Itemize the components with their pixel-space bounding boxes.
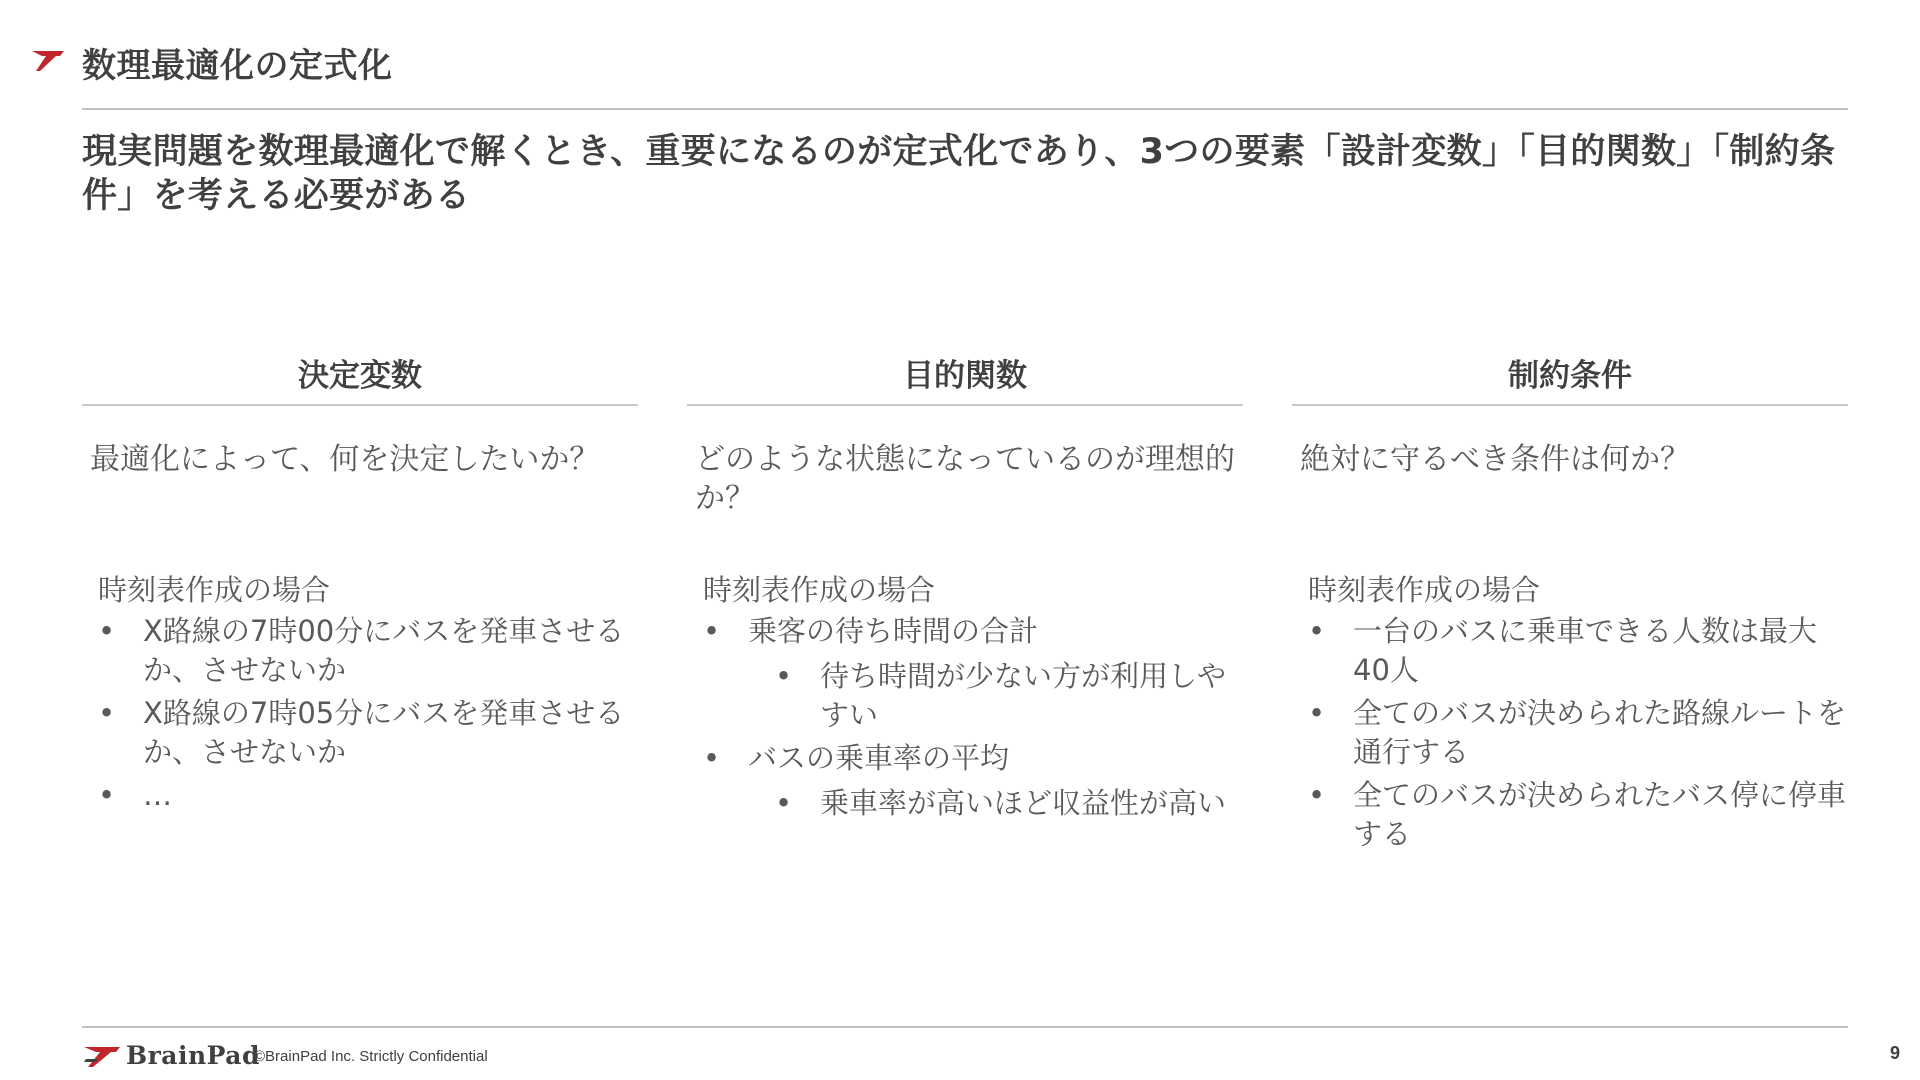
bullet-list [1292, 612, 1848, 854]
case-label: 時刻表作成の場合 [703, 573, 936, 607]
sub-list-item [775, 784, 1243, 823]
list-item [1308, 776, 1848, 854]
title-divider [82, 108, 1848, 110]
list-item [98, 776, 638, 815]
column-divider [687, 404, 1243, 406]
list-item [1308, 694, 1848, 772]
list-item-text: X路線の7時00分にバスを発車させるか、させないか [143, 614, 625, 687]
bullet-list [82, 612, 638, 815]
column-divider [1292, 404, 1848, 406]
copyright-notice: ©BrainPad Inc. Strictly Confidential [254, 1048, 488, 1065]
list-item-text: 全てのバスが決められたバス停に停車する [1353, 778, 1847, 851]
list-item [98, 694, 638, 772]
sub-bullet-list [748, 784, 1243, 823]
list-item-text: 一台のバスに乗車できる人数は最大40人 [1353, 614, 1818, 687]
bullet-icon: • [98, 778, 116, 812]
column-heading: 決定変数 [298, 358, 422, 394]
slide-title: 数理最適化の定式化 [82, 46, 393, 86]
column-question: どのような状態になっているのが理想的か？ [695, 442, 1235, 516]
case-label: 時刻表作成の場合 [1308, 573, 1541, 607]
brand-mark-icon [82, 1041, 122, 1069]
bullet-icon: • [98, 614, 116, 648]
column-constraints [1292, 348, 1848, 858]
brand-mark-icon [30, 47, 66, 73]
bullet-list [687, 612, 1243, 823]
bullet-icon: • [703, 741, 721, 775]
bullet-icon: • [775, 659, 793, 693]
column-decision-variables [82, 348, 638, 819]
list-item-text: … [143, 778, 172, 812]
sub-bullet-list [748, 657, 1243, 735]
sub-list-item-text: 待ち時間が少ない方が利用しやすい [820, 659, 1227, 732]
column-question: 絶対に守るべき条件は何か？ [1300, 442, 1690, 477]
sub-list-item-text: 乗車率が高いほど収益性が高い [820, 786, 1227, 820]
brainpad-logo [82, 1040, 260, 1070]
list-item-text: バスの乗車率の平均 [748, 741, 1010, 775]
list-item-text: 全てのバスが決められた路線ルートを通行する [1353, 696, 1847, 769]
bullet-icon: • [1308, 778, 1326, 812]
list-item-text: 乗客の待ち時間の合計 [748, 614, 1039, 648]
list-item [703, 612, 1243, 735]
case-label: 時刻表作成の場合 [98, 573, 331, 607]
bullet-icon: • [1308, 614, 1326, 648]
list-item-text: X路線の7時05分にバスを発車させるか、させないか [143, 696, 625, 769]
list-item [98, 612, 638, 690]
bullet-icon: • [98, 696, 116, 730]
lead-statement: 現実問題を数理最適化で解くとき、重要になるのが定式化であり、3つの要素「設計変数」「目的関数」「制約条件」を考える必要がある [82, 132, 1836, 216]
column-divider [82, 404, 638, 406]
bullet-icon: • [1308, 696, 1326, 730]
list-item [703, 739, 1243, 823]
column-question: 最適化によって、何を決定したいか？ [90, 442, 600, 477]
sub-list-item [775, 657, 1243, 735]
column-objective-function [687, 348, 1243, 827]
bullet-icon: • [775, 786, 793, 820]
footer-divider [82, 1026, 1848, 1028]
list-item [1308, 612, 1848, 690]
column-heading: 制約条件 [1508, 358, 1632, 394]
bullet-icon: • [703, 614, 721, 648]
column-heading: 目的関数 [903, 358, 1027, 394]
logo-wordmark: BrainPad [126, 1040, 260, 1070]
page-number: 9 [1889, 1043, 1900, 1063]
